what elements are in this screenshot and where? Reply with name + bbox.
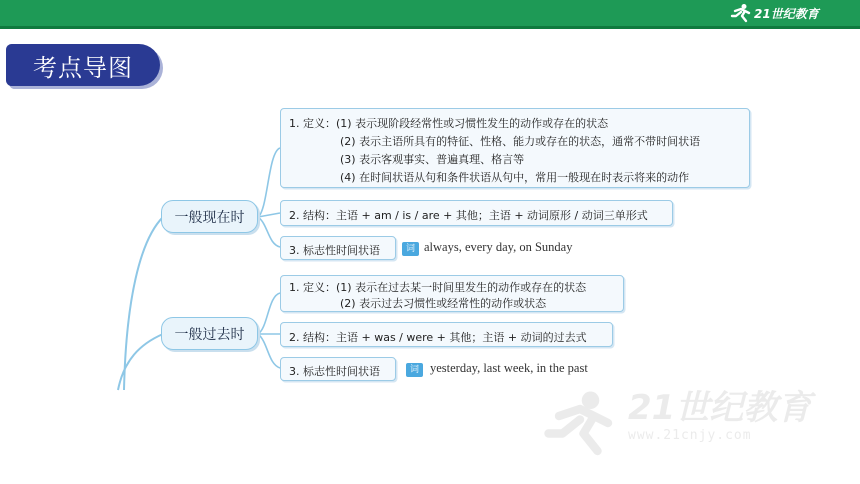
branch-simple-past: 一般过去时 xyxy=(161,317,258,350)
watermark xyxy=(540,388,812,462)
present-definition-line-1: 1. 定义：(1) 表示现阶段经常性或习惯性发生的动作或存在的状态 xyxy=(289,117,609,130)
watermark-text: 21世纪教育 xyxy=(628,388,812,428)
present-definition-line-4: (4) 在时间状语从句和条件状语从句中，常用一般现在时表示将来的动作 xyxy=(340,171,690,184)
word-tag-icon: 词 xyxy=(402,242,419,256)
present-definition-line-3: (3) 表示客观事实、普遍真理、格言等 xyxy=(340,153,525,166)
word-tag-icon: 词 xyxy=(406,363,423,377)
watermark-runner-icon xyxy=(540,388,620,458)
present-structure-text: 2. 结构：主语 + am / is / are + 其他；主语 + 动词原形 / 动词三单形式 xyxy=(289,209,648,222)
past-definition-line-1: 1. 定义：(1) 表示在过去某一时间里发生的动作或存在的状态 xyxy=(289,281,587,294)
present-definition-line-2: (2) 表示主语所具有的特征、性格、能力或存在的状态，通常不带时间状语 xyxy=(340,135,701,148)
watermark-url: www.21cnjy.com xyxy=(628,428,752,443)
past-definition-box xyxy=(280,275,624,312)
branch-simple-present: 一般现在时 xyxy=(161,200,258,233)
present-markers-label: 3. 标志性时间状语 xyxy=(289,244,380,257)
logo-text: 21世纪教育 xyxy=(754,6,819,21)
past-definition-line-2: (2) 表示过去习惯性或经常性的动作或状态 xyxy=(340,297,547,310)
present-structure-box xyxy=(280,200,673,226)
past-structure-box xyxy=(280,322,613,347)
past-markers-example: yesterday, last week, in the past xyxy=(430,361,588,375)
page-title: 考点导图 xyxy=(6,44,160,86)
present-markers-box xyxy=(280,236,396,260)
past-markers-label: 3. 标志性时间状语 xyxy=(289,365,380,378)
present-markers-example: always, every day, on Sunday xyxy=(424,240,573,254)
past-structure-text: 2. 结构：主语 + was / were + 其他；主语 + 动词的过去式 xyxy=(289,331,587,344)
present-definition-box xyxy=(280,108,750,188)
past-markers-box xyxy=(280,357,396,381)
